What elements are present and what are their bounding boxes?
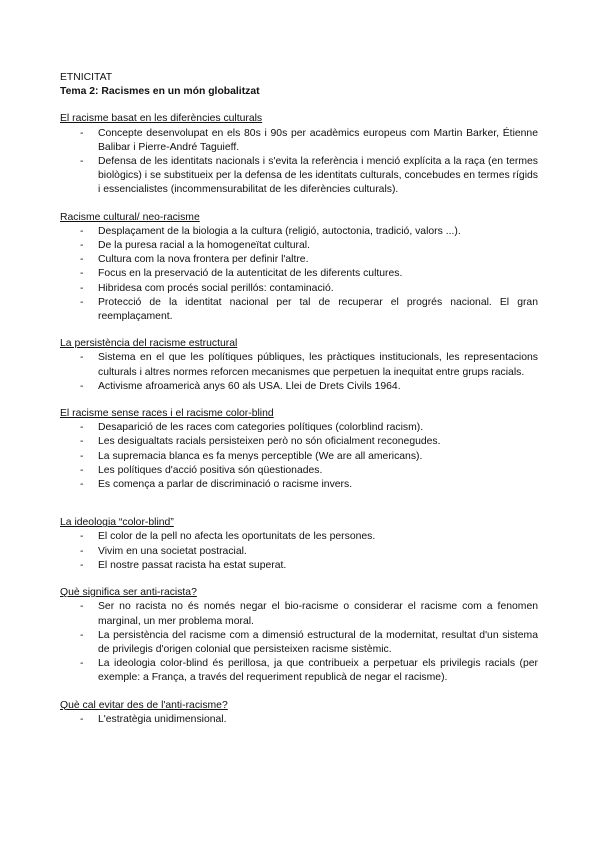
list-item-text: Desplaçament de la biologia a la cultura (religió, autoctonia, tradició, valors ...). xyxy=(98,225,461,237)
list-item-text: Focus en la preservació de la autenticitat de les diferents cultures. xyxy=(98,268,403,280)
list-item-text: Es comença a parlar de discriminació o racisme invers. xyxy=(98,479,353,491)
list-item xyxy=(60,435,538,449)
list-item xyxy=(60,464,538,478)
bullet-dash: - xyxy=(80,545,84,557)
bullet-list xyxy=(60,600,538,685)
list-item-text: Hibridesa com procés social perillós: contaminació. xyxy=(98,282,334,294)
list-item xyxy=(60,282,538,296)
list-item-text: Les polítiques d'acció positiva són qüestionades. xyxy=(98,464,323,476)
list-item xyxy=(60,450,538,464)
bullet-dash: - xyxy=(80,296,84,308)
bullet-list xyxy=(60,225,538,324)
list-item-text: Desaparició de les races com categories polítiques (colorblind racism). xyxy=(98,422,424,434)
list-item-text: El nostre passat racista ha estat superat. xyxy=(98,559,287,571)
bullet-dash: - xyxy=(80,127,84,139)
bullet-dash: - xyxy=(80,225,84,237)
list-item xyxy=(60,127,538,155)
list-item xyxy=(60,629,538,657)
list-item xyxy=(60,530,538,544)
section-heading: Racisme cultural/ neo-racisme xyxy=(60,211,200,223)
list-item xyxy=(60,657,538,685)
bullet-dash: - xyxy=(80,436,84,448)
section-heading: Què cal evitar des de l'anti-racisme? xyxy=(60,699,228,711)
list-item xyxy=(60,559,538,573)
document-content xyxy=(60,71,538,740)
bullet-list xyxy=(60,351,538,394)
section xyxy=(60,699,538,727)
section xyxy=(60,211,538,325)
list-item-text: Activisme afroamericà anys 60 als USA. Llei de Drets Civils 1964. xyxy=(98,380,401,392)
bullet-list xyxy=(60,127,538,198)
bullet-dash: - xyxy=(80,601,84,613)
list-item xyxy=(60,296,538,324)
list-item xyxy=(60,155,538,198)
bullet-dash: - xyxy=(80,282,84,294)
list-item-text: Les desigualtats racials persisteixen però no són oficialment reconegudes. xyxy=(98,436,441,448)
list-item xyxy=(60,600,538,628)
bullet-dash: - xyxy=(80,479,84,491)
document-subtitle: Tema 2: Racismes en un món globalitzat xyxy=(60,86,260,98)
list-item xyxy=(60,545,538,559)
bullet-dash: - xyxy=(80,559,84,571)
list-item-text: Sistema en el que les polítiques públiques, les pràctiques institucionals, les representacions culturals i altres normes reforcen mecanismes que perpetuen la inequitat entre grups racials. xyxy=(98,352,538,378)
section xyxy=(60,586,538,685)
list-item xyxy=(60,478,538,492)
bullet-dash: - xyxy=(80,450,84,462)
list-item xyxy=(60,225,538,239)
list-item-text: Cultura com la nova frontera per definir l'altre. xyxy=(98,254,309,266)
list-item-text: La ideologia color-blind és perillosa, ja que contribueix a perpetuar els privilegis racials (per exemple: a França, a través del requeriment republicà de negar el racisme). xyxy=(98,658,538,684)
bullet-dash: - xyxy=(80,240,84,252)
bullet-dash: - xyxy=(80,156,84,168)
bullet-dash: - xyxy=(80,713,84,725)
section xyxy=(60,516,538,573)
bullet-dash: - xyxy=(80,464,84,476)
bullet-list xyxy=(60,421,538,492)
bullet-dash: - xyxy=(80,268,84,280)
bullet-dash: - xyxy=(80,422,84,434)
sections-container xyxy=(60,112,538,727)
section xyxy=(60,337,538,394)
list-item-text: Concepte desenvolupat en els 80s i 90s per acadèmics europeus com Martin Barker, Étienne Balibar i Pierre-André Taguieff. xyxy=(98,127,538,153)
list-item-text: Defensa de les identitats nacionals i s'evita la referència i menció explícita a la raça (en termes biològics) i se substitueix per la defensa de les identitats culturals, concebudes en termes rígids i essencialistes (incommensurabilitat de les diferències culturals). xyxy=(98,156,538,196)
list-item-text: L'estratègia unidimensional. xyxy=(98,713,227,725)
section xyxy=(60,407,538,492)
bullet-dash: - xyxy=(80,352,84,364)
list-item-text: El color de la pell no afecta les oportunitats de les persones. xyxy=(98,531,376,543)
list-item xyxy=(60,267,538,281)
list-item-text: Ser no racista no és només negar el bio-racisme o considerar el racisme com a fenomen marginal, un mer problema moral. xyxy=(98,601,538,627)
bullet-dash: - xyxy=(80,629,84,641)
list-item xyxy=(60,351,538,379)
list-item xyxy=(60,380,538,394)
list-item-text: Vivim en una societat postracial. xyxy=(98,545,247,557)
section-heading: La persistència del racisme estructural xyxy=(60,338,238,350)
section-heading: La ideologia “color-blind” xyxy=(60,517,174,529)
list-item xyxy=(60,239,538,253)
list-item xyxy=(60,253,538,267)
bullet-list xyxy=(60,713,538,727)
bullet-dash: - xyxy=(80,380,84,392)
list-item-text: De la puresa racial a la homogeneïtat cultural. xyxy=(98,240,310,252)
bullet-dash: - xyxy=(80,254,84,266)
bullet-dash: - xyxy=(80,658,84,670)
section xyxy=(60,112,538,197)
list-item-text: La supremacia blanca es fa menys perceptible (We are all americans). xyxy=(98,450,423,462)
section-heading: El racisme basat en les diferències culturals xyxy=(60,113,263,125)
document-title: ETNICITAT xyxy=(60,72,113,83)
section-heading: Què significa ser anti-racista? xyxy=(60,587,197,599)
list-item-text: La persistència del racisme com a dimensió estructural de la modernitat, resultat d'un sistema de privilegis d'origen colonial que persisteixen racisme sistèmic. xyxy=(98,629,538,655)
section-heading: El racisme sense races i el racisme color-blind xyxy=(60,408,274,420)
bullet-dash: - xyxy=(80,531,84,543)
list-item xyxy=(60,713,538,727)
list-item xyxy=(60,421,538,435)
bullet-list xyxy=(60,530,538,573)
list-item-text: Protecció de la identitat nacional per tal de recuperar el progrés nacional. El gran reemplaçament. xyxy=(98,296,538,323)
